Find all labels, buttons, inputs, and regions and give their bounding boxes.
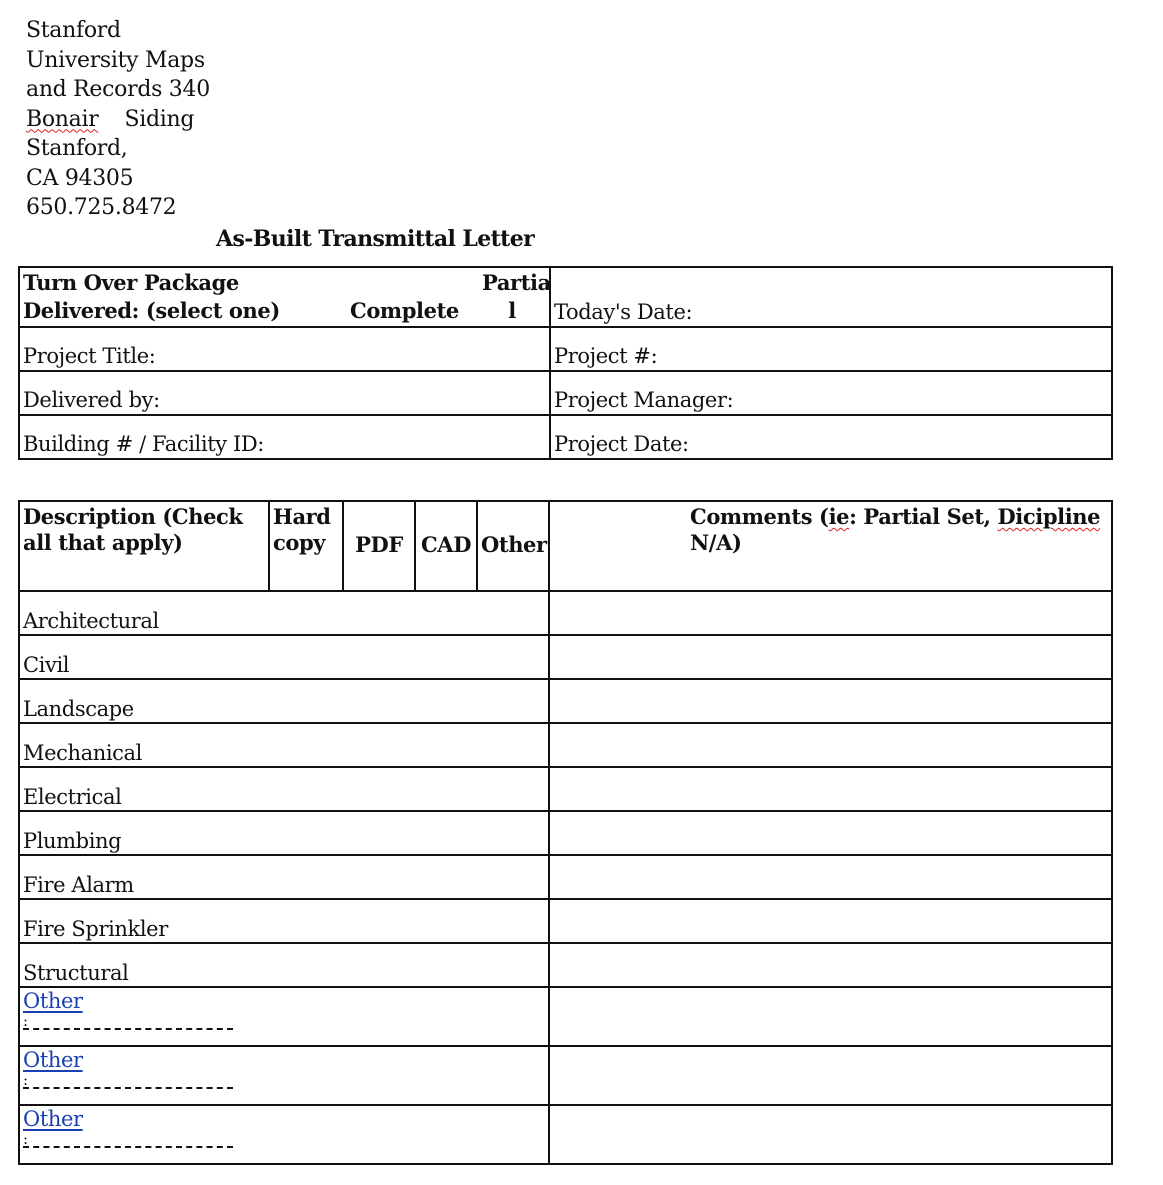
row-comment-other-1[interactable] xyxy=(549,987,1112,1046)
row-label-plumbing[interactable]: Plumbing xyxy=(19,811,549,855)
other-fill-line: : xyxy=(23,1014,233,1030)
address-line: CA 94305 xyxy=(26,165,134,191)
hard-copy-header xyxy=(269,501,343,591)
document-title: As-Built Transmittal Letter xyxy=(216,226,535,252)
row-comment-other-3[interactable] xyxy=(549,1105,1112,1164)
other-label: Other xyxy=(23,1107,83,1131)
row-label-other-1[interactable] xyxy=(19,987,549,1046)
description-header-line1: Description (Check xyxy=(23,504,243,529)
partial-option-line1: Partia xyxy=(482,270,551,295)
row-label-other-3[interactable] xyxy=(19,1105,549,1164)
comments-middle: : Partial Set, xyxy=(849,504,998,529)
comments-dicipline: Dicipline xyxy=(997,504,1101,529)
row-comment-other-2[interactable] xyxy=(549,1046,1112,1105)
row-comment-fire-alarm[interactable] xyxy=(549,855,1112,899)
address-line xyxy=(26,105,210,135)
partial-option[interactable] xyxy=(482,269,551,325)
row-label-mechanical[interactable]: Mechanical xyxy=(19,723,549,767)
project-info-table xyxy=(18,266,1113,460)
description-table xyxy=(18,500,1113,1165)
row-comment-structural[interactable] xyxy=(549,943,1112,987)
todays-date-cell[interactable]: Today's Date: xyxy=(550,267,1112,327)
pdf-header-label: PDF xyxy=(355,532,403,557)
address-line: Stanford, xyxy=(26,136,128,161)
cad-header xyxy=(415,501,477,591)
comments-ie: ie xyxy=(828,504,850,529)
other-header-label: Other xyxy=(481,532,547,557)
row-comment-architectural[interactable] xyxy=(549,591,1112,635)
pdf-header xyxy=(343,501,415,591)
description-header xyxy=(19,501,269,591)
row-label-landscape[interactable]: Landscape xyxy=(19,679,549,723)
description-header-line2: all that apply) xyxy=(23,530,183,555)
partial-option-line2: l xyxy=(508,298,516,323)
other-label: Other xyxy=(23,989,83,1013)
row-label-civil[interactable]: Civil xyxy=(19,635,549,679)
turn-over-package-cell[interactable] xyxy=(19,267,550,327)
row-comment-electrical[interactable] xyxy=(549,767,1112,811)
comments-header-line2: N/A) xyxy=(690,530,742,555)
row-label-fire-alarm[interactable]: Fire Alarm xyxy=(19,855,549,899)
other-header xyxy=(477,501,549,591)
other-label: Other xyxy=(23,1048,83,1072)
hard-copy-header-line1: Hard xyxy=(273,504,331,529)
row-comment-civil[interactable] xyxy=(549,635,1112,679)
row-label-structural[interactable]: Structural xyxy=(19,943,549,987)
building-facility-cell[interactable]: Building # / Facility ID: xyxy=(19,415,550,459)
address-street: Bonair xyxy=(26,106,99,132)
complete-option[interactable]: Complete xyxy=(350,298,459,323)
address-line: and Records 340 xyxy=(26,77,210,102)
project-date-cell[interactable]: Project Date: xyxy=(550,415,1112,459)
comments-prefix: Comments ( xyxy=(690,504,829,529)
other-fill-line: : xyxy=(23,1073,233,1089)
turn-over-label: Turn Over Package xyxy=(23,270,239,295)
row-label-electrical[interactable]: Electrical xyxy=(19,767,549,811)
address-line: Stanford xyxy=(26,18,121,43)
cad-header-label: CAD xyxy=(420,532,472,557)
delivered-by-cell[interactable]: Delivered by: xyxy=(19,371,550,415)
comments-header-line1 xyxy=(690,504,1108,530)
address-line: 650.725.8472 xyxy=(26,195,177,220)
address-block xyxy=(26,16,210,223)
other-fill-line: : xyxy=(23,1132,233,1148)
delivered-select-label: Delivered: (select one) xyxy=(23,298,280,323)
row-comment-fire-sprinkler[interactable] xyxy=(549,899,1112,943)
row-comment-landscape[interactable] xyxy=(549,679,1112,723)
row-label-architectural[interactable]: Architectural xyxy=(19,591,549,635)
comments-header xyxy=(549,501,1112,591)
project-manager-cell[interactable]: Project Manager: xyxy=(550,371,1112,415)
address-line: University Maps xyxy=(26,47,205,73)
row-comment-plumbing[interactable] xyxy=(549,811,1112,855)
project-title-cell[interactable]: Project Title: xyxy=(19,327,550,371)
row-label-other-2[interactable] xyxy=(19,1046,549,1105)
project-number-cell[interactable]: Project #: xyxy=(550,327,1112,371)
row-label-fire-sprinkler[interactable]: Fire Sprinkler xyxy=(19,899,549,943)
address-street-type: Siding xyxy=(124,106,195,132)
row-comment-mechanical[interactable] xyxy=(549,723,1112,767)
hard-copy-header-line2: copy xyxy=(273,530,326,555)
